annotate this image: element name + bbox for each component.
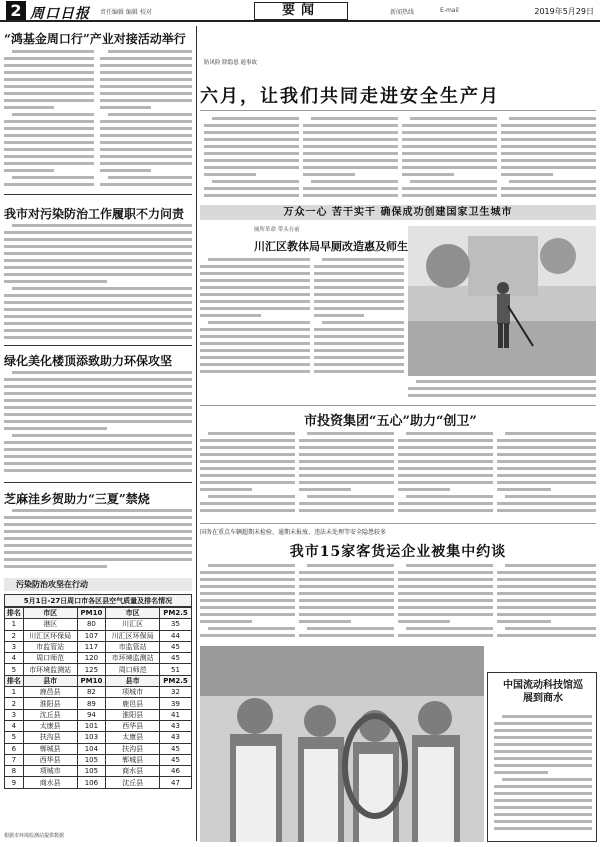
story-body bbox=[299, 430, 394, 520]
table-cell: 周口师范 bbox=[23, 653, 77, 664]
table-cell: 市监管站 bbox=[23, 641, 77, 652]
table-header: 排名 bbox=[5, 675, 24, 686]
story-body bbox=[200, 430, 295, 520]
table-cell: 5 bbox=[5, 732, 24, 743]
table-cell: 46 bbox=[160, 766, 192, 777]
table-row bbox=[5, 720, 192, 731]
table-cell: 35 bbox=[160, 619, 192, 630]
story-body bbox=[299, 562, 394, 642]
table-cell: 43 bbox=[160, 732, 192, 743]
table-row bbox=[5, 732, 192, 743]
table-cell: 郸城县 bbox=[106, 754, 160, 765]
story-body bbox=[100, 48, 192, 188]
table-cell: 106 bbox=[77, 777, 106, 788]
table-cell: 沈丘县 bbox=[106, 777, 160, 788]
story-body bbox=[200, 562, 295, 642]
table-header: 排名 bbox=[5, 608, 24, 619]
table-cell: 商水县 bbox=[106, 766, 160, 777]
table-cell: 3 bbox=[5, 641, 24, 652]
masthead bbox=[0, 0, 600, 22]
air-quality-table bbox=[4, 607, 192, 789]
table-cell: 鹿邑县 bbox=[106, 698, 160, 709]
issue-date: 2019年5月29日 bbox=[534, 7, 594, 16]
table-cell: 103 bbox=[77, 732, 106, 743]
table-cell: 2 bbox=[5, 698, 24, 709]
table-row bbox=[5, 630, 192, 641]
table-cell: 市环境监测站 bbox=[23, 664, 77, 675]
table-cell: 太康县 bbox=[106, 732, 160, 743]
story-headline: 我市15家客货运企业被集中约谈 bbox=[289, 544, 507, 560]
table-cell: 西华县 bbox=[106, 720, 160, 731]
table-header: 县市 bbox=[106, 675, 160, 686]
air-quality-banner: 污染防治攻坚在行动 bbox=[4, 578, 192, 591]
masthead-editor: 责任编辑 编辑 校对 bbox=[100, 9, 152, 16]
table-cell: 项城市 bbox=[106, 687, 160, 698]
table-cell: 32 bbox=[160, 687, 192, 698]
table-cell: 104 bbox=[77, 743, 106, 754]
table-row bbox=[5, 766, 192, 777]
table-cell: 82 bbox=[77, 687, 106, 698]
table-cell: 125 bbox=[77, 664, 106, 675]
column-divider bbox=[196, 26, 197, 841]
story-headline: “鸿基金周口行”产业对接活动举行 bbox=[4, 32, 186, 46]
story-body bbox=[4, 48, 94, 188]
page-number: 2 bbox=[6, 1, 26, 20]
story-body bbox=[402, 115, 497, 200]
table-row bbox=[5, 653, 192, 664]
story-body bbox=[497, 430, 596, 520]
table-cell: 5 bbox=[5, 664, 24, 675]
table-cell: 41 bbox=[160, 709, 192, 720]
table-cell: 7 bbox=[5, 754, 24, 765]
table-cell: 117 bbox=[77, 641, 106, 652]
table-cell: 94 bbox=[77, 709, 106, 720]
story-body bbox=[494, 713, 592, 838]
table-cell: 80 bbox=[77, 619, 106, 630]
story-body bbox=[204, 115, 299, 200]
table-cell: 4 bbox=[5, 720, 24, 731]
table-cell: 淮阳县 bbox=[106, 709, 160, 720]
story-headline: 绿化美化楼顶添致助力环保攻坚 bbox=[4, 354, 173, 368]
table-header-row bbox=[5, 675, 192, 686]
divider bbox=[4, 482, 192, 483]
story-body bbox=[4, 369, 192, 479]
table-row bbox=[5, 687, 192, 698]
table-row bbox=[5, 743, 192, 754]
table-cell: 105 bbox=[77, 766, 106, 777]
section-title: 要闻 bbox=[254, 2, 348, 20]
table-row bbox=[5, 664, 192, 675]
table-cell: 沈丘县 bbox=[23, 709, 77, 720]
table-cell: 101 bbox=[77, 720, 106, 731]
photo-caption bbox=[408, 378, 596, 402]
table-cell: 6 bbox=[5, 743, 24, 754]
masthead-email: E-mail bbox=[440, 7, 459, 14]
story-body bbox=[501, 115, 596, 200]
story-body bbox=[4, 507, 192, 572]
table-cell: 4 bbox=[5, 653, 24, 664]
campaign-band: 万众一心 苦干实干 确保成功创建国家卫生城市 bbox=[200, 205, 596, 220]
table-header-row bbox=[5, 608, 192, 619]
table-cell: 8 bbox=[5, 766, 24, 777]
story-body bbox=[497, 562, 596, 642]
air-quality-title: 5月1日-27日周口市各区县空气质量及排名情况 bbox=[4, 594, 192, 607]
table-cell: 39 bbox=[160, 698, 192, 709]
story-headline: 市投资集团“五心”助力“创卫” bbox=[304, 414, 477, 429]
table-cell: 市监管站 bbox=[106, 641, 160, 652]
news-photo bbox=[408, 226, 596, 376]
table-cell: 淮阳县 bbox=[23, 698, 77, 709]
table-header: PM10 bbox=[77, 608, 106, 619]
table-cell: 港区 bbox=[23, 619, 77, 630]
table-cell: 45 bbox=[160, 641, 192, 652]
table-cell: 1 bbox=[5, 619, 24, 630]
table-cell: 51 bbox=[160, 664, 192, 675]
table-cell: 107 bbox=[77, 630, 106, 641]
table-cell: 郸城县 bbox=[23, 743, 77, 754]
table-row bbox=[5, 709, 192, 720]
story-body bbox=[398, 430, 493, 520]
story-headline: 芝麻洼乡贺助力“三夏”禁烧 bbox=[4, 492, 150, 506]
divider bbox=[4, 345, 192, 346]
table-cell: 太康县 bbox=[23, 720, 77, 731]
divider bbox=[4, 194, 192, 195]
table-cell: 45 bbox=[160, 653, 192, 664]
table-cell: 1 bbox=[5, 687, 24, 698]
table-cell: 西华县 bbox=[23, 754, 77, 765]
photo-illustration bbox=[408, 226, 596, 376]
table-header: 县市 bbox=[23, 675, 77, 686]
table-cell: 3 bbox=[5, 709, 24, 720]
table-row bbox=[5, 619, 192, 630]
table-cell: 9 bbox=[5, 777, 24, 788]
table-row bbox=[5, 754, 192, 765]
table-cell: 44 bbox=[160, 630, 192, 641]
table-cell: 89 bbox=[77, 698, 106, 709]
table-header: PM2.5 bbox=[160, 675, 192, 686]
story-headline: 川汇区教体局早厕改造惠及师生 bbox=[254, 240, 408, 253]
table-source-note: 根据市环境监测站提供数据 bbox=[4, 833, 65, 839]
table-cell: 项城市 bbox=[23, 766, 77, 777]
table-cell: 川汇区环保局 bbox=[106, 630, 160, 641]
table-header: PM2.5 bbox=[160, 608, 192, 619]
story-body bbox=[314, 256, 404, 376]
sub-tag: 厕所革命 带头在前 bbox=[254, 227, 300, 233]
table-cell: 43 bbox=[160, 720, 192, 731]
sidebar-box bbox=[487, 672, 597, 842]
table-cell: 市环境监测站 bbox=[106, 653, 160, 664]
kicker-line: 国务在重点车辆超期未检验、逾期未报废、违法未处理等安全隐患较多 bbox=[200, 529, 387, 536]
table-cell: 120 bbox=[77, 653, 106, 664]
table-cell: 川汇区 bbox=[106, 619, 160, 630]
table-cell: 川汇区环保局 bbox=[23, 630, 77, 641]
table-row bbox=[5, 698, 192, 709]
paper-name: 周口日报 bbox=[30, 6, 90, 22]
table-row bbox=[5, 641, 192, 652]
slogan-line: 防风险 除隐患 遏事故 bbox=[204, 60, 257, 66]
table-header: 市区 bbox=[106, 608, 160, 619]
table-cell: 2 bbox=[5, 630, 24, 641]
table-cell: 扶沟县 bbox=[106, 743, 160, 754]
news-photo bbox=[200, 646, 484, 842]
story-headline: 我市对污染防治工作履职不力问责 bbox=[4, 207, 185, 221]
table-cell: 47 bbox=[160, 777, 192, 788]
table-cell: 45 bbox=[160, 754, 192, 765]
main-headline: 六月，让我们共同走进安全生产月 bbox=[200, 86, 500, 107]
table-cell: 105 bbox=[77, 754, 106, 765]
story-body bbox=[200, 256, 310, 376]
story-body bbox=[4, 222, 192, 342]
table-cell: 扶沟县 bbox=[23, 732, 77, 743]
table-cell: 鹿邑县 bbox=[23, 687, 77, 698]
table-cell: 商水县 bbox=[23, 777, 77, 788]
sidebar-headline: 中国流动科技馆巡展到商水 bbox=[503, 680, 583, 704]
table-header: PM10 bbox=[77, 675, 106, 686]
divider bbox=[200, 405, 596, 406]
table-cell: 周口师范 bbox=[106, 664, 160, 675]
divider bbox=[200, 523, 596, 524]
table-row bbox=[5, 777, 192, 788]
table-cell: 45 bbox=[160, 743, 192, 754]
story-body bbox=[303, 115, 398, 200]
photo-illustration bbox=[200, 646, 484, 842]
masthead-hotline: 新闻热线 bbox=[390, 9, 415, 16]
table-header: 市区 bbox=[23, 608, 77, 619]
divider bbox=[200, 110, 596, 111]
story-body bbox=[398, 562, 493, 642]
